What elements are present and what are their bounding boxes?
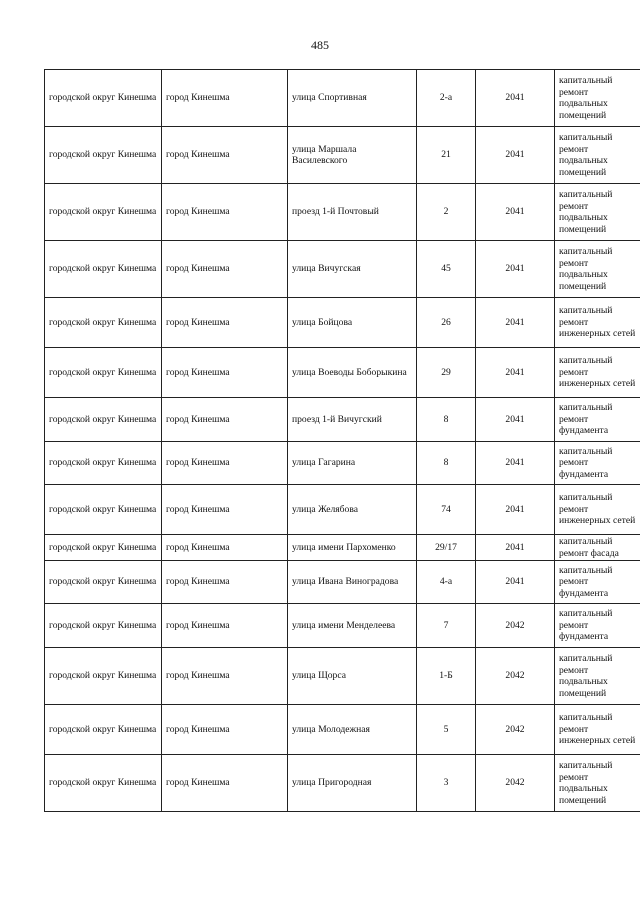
year-cell: 2042 [476, 648, 555, 705]
street-cell: улица Ивана Виноградова [288, 561, 417, 604]
okrug-cell: городской округ Кинешма [45, 535, 162, 561]
table-row [45, 535, 640, 561]
year-cell: 2041 [476, 442, 555, 485]
year-cell: 2041 [476, 184, 555, 241]
city-cell: город Кинешма [162, 184, 288, 241]
table-row [45, 604, 640, 648]
house-cell: 4-а [417, 561, 476, 604]
year-cell: 2041 [476, 561, 555, 604]
okrug-cell: городской округ Кинешма [45, 442, 162, 485]
page-number: 485 [311, 38, 329, 52]
work-type-cell: капитальный ремонт фундамента [555, 604, 640, 648]
street-cell: улица Воеводы Боборыкина [288, 348, 417, 398]
work-type-cell: капитальный ремонт подвальных помещений [555, 127, 640, 184]
repair-schedule-table [44, 69, 640, 812]
table-row [45, 241, 640, 298]
house-cell: 74 [417, 485, 476, 535]
okrug-cell: городской округ Кинешма [45, 755, 162, 812]
year-cell: 2041 [476, 485, 555, 535]
year-cell: 2042 [476, 604, 555, 648]
table-row [45, 298, 640, 348]
house-cell: 1-Б [417, 648, 476, 705]
street-cell: улица Щорса [288, 648, 417, 705]
street-cell: улица Пригородная [288, 755, 417, 812]
okrug-cell: городской округ Кинешма [45, 604, 162, 648]
city-cell: город Кинешма [162, 705, 288, 755]
okrug-cell: городской округ Кинешма [45, 705, 162, 755]
street-cell: улица Вичугская [288, 241, 417, 298]
table-row [45, 127, 640, 184]
table-row [45, 705, 640, 755]
city-cell: город Кинешма [162, 348, 288, 398]
house-cell: 29/17 [417, 535, 476, 561]
city-cell: город Кинешма [162, 561, 288, 604]
work-type-cell: капитальный ремонт фасада [555, 535, 640, 561]
year-cell: 2041 [476, 535, 555, 561]
house-cell: 3 [417, 755, 476, 812]
year-cell: 2041 [476, 348, 555, 398]
okrug-cell: городской округ Кинешма [45, 70, 162, 127]
work-type-cell: капитальный ремонт подвальных помещений [555, 184, 640, 241]
table-row [45, 70, 640, 127]
house-cell: 21 [417, 127, 476, 184]
okrug-cell: городской округ Кинешма [45, 485, 162, 535]
year-cell: 2041 [476, 241, 555, 298]
work-type-cell: капитальный ремонт инженерных сетей [555, 705, 640, 755]
city-cell: город Кинешма [162, 535, 288, 561]
year-cell: 2041 [476, 298, 555, 348]
work-type-cell: капитальный ремонт подвальных помещений [555, 241, 640, 298]
okrug-cell: городской округ Кинешма [45, 648, 162, 705]
table-body [45, 70, 640, 812]
table-row [45, 398, 640, 442]
table-row [45, 442, 640, 485]
table-row [45, 561, 640, 604]
house-cell: 5 [417, 705, 476, 755]
street-cell: улица Гагарина [288, 442, 417, 485]
street-cell: улица имени Пархоменко [288, 535, 417, 561]
house-cell: 2 [417, 184, 476, 241]
work-type-cell: капитальный ремонт фундамента [555, 561, 640, 604]
work-type-cell: капитальный ремонт фундамента [555, 398, 640, 442]
okrug-cell: городской округ Кинешма [45, 184, 162, 241]
city-cell: город Кинешма [162, 241, 288, 298]
year-cell: 2042 [476, 755, 555, 812]
house-cell: 8 [417, 398, 476, 442]
okrug-cell: городской округ Кинешма [45, 241, 162, 298]
okrug-cell: городской округ Кинешма [45, 398, 162, 442]
work-type-cell: капитальный ремонт инженерных сетей [555, 348, 640, 398]
okrug-cell: городской округ Кинешма [45, 298, 162, 348]
city-cell: город Кинешма [162, 648, 288, 705]
table-row [45, 485, 640, 535]
table-row [45, 648, 640, 705]
okrug-cell: городской округ Кинешма [45, 348, 162, 398]
year-cell: 2041 [476, 398, 555, 442]
house-cell: 8 [417, 442, 476, 485]
work-type-cell: капитальный ремонт подвальных помещений [555, 648, 640, 705]
year-cell: 2041 [476, 70, 555, 127]
work-type-cell: капитальный ремонт подвальных помещений [555, 70, 640, 127]
city-cell: город Кинешма [162, 298, 288, 348]
street-cell: улица Спортивная [288, 70, 417, 127]
city-cell: город Кинешма [162, 442, 288, 485]
house-cell: 7 [417, 604, 476, 648]
house-cell: 2-а [417, 70, 476, 127]
table-row [45, 184, 640, 241]
street-cell: улица имени Менделеева [288, 604, 417, 648]
street-cell: улица Молодежная [288, 705, 417, 755]
city-cell: город Кинешма [162, 398, 288, 442]
work-type-cell: капитальный ремонт фундамента [555, 442, 640, 485]
house-cell: 26 [417, 298, 476, 348]
year-cell: 2041 [476, 127, 555, 184]
city-cell: город Кинешма [162, 127, 288, 184]
street-cell: улица Бойцова [288, 298, 417, 348]
okrug-cell: городской округ Кинешма [45, 561, 162, 604]
year-cell: 2042 [476, 705, 555, 755]
street-cell: улица Маршала Василевского [288, 127, 417, 184]
city-cell: город Кинешма [162, 485, 288, 535]
city-cell: город Кинешма [162, 604, 288, 648]
table-row [45, 348, 640, 398]
table-row [45, 755, 640, 812]
street-cell: улица Желябова [288, 485, 417, 535]
work-type-cell: капитальный ремонт инженерных сетей [555, 298, 640, 348]
house-cell: 29 [417, 348, 476, 398]
city-cell: город Кинешма [162, 755, 288, 812]
okrug-cell: городской округ Кинешма [45, 127, 162, 184]
city-cell: город Кинешма [162, 70, 288, 127]
work-type-cell: капитальный ремонт подвальных помещений [555, 755, 640, 812]
house-cell: 45 [417, 241, 476, 298]
work-type-cell: капитальный ремонт инженерных сетей [555, 485, 640, 535]
street-cell: проезд 1-й Вичугский [288, 398, 417, 442]
street-cell: проезд 1-й Почтовый [288, 184, 417, 241]
